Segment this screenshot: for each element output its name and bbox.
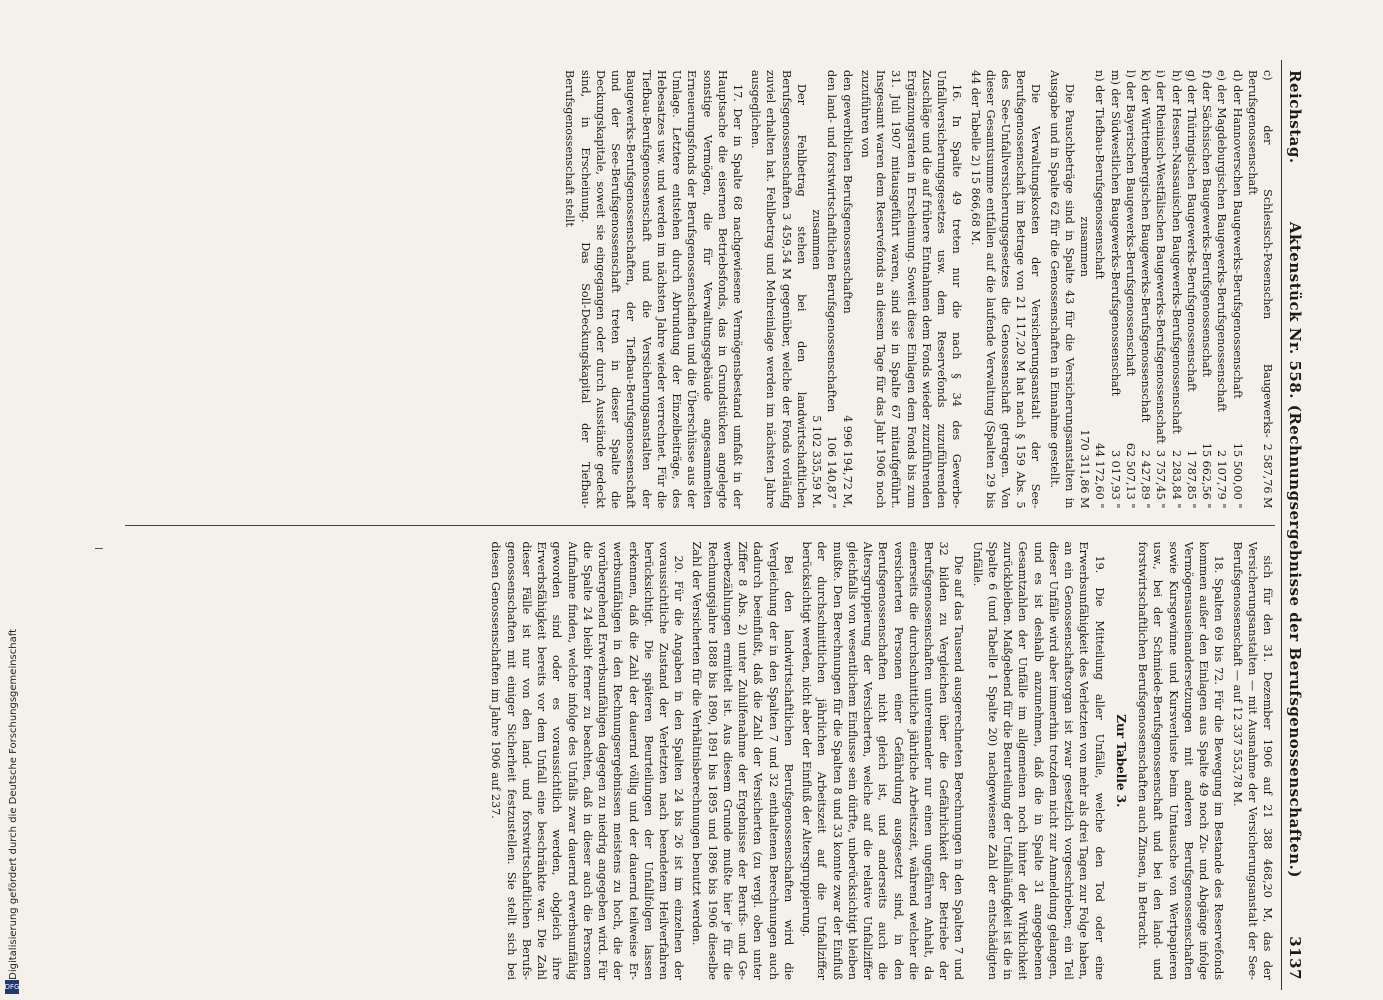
paragraph: Die auf das Tausend ausgerechneten Berechnungen in den Spalten 7 und 32 bilden zu Vergleichen über die Gefährlichkeit der Betriebe der Berufsgenossenschaften untereinander nur einen ungefähren Anhalt, da einerseits die durchschnittliche jährliche Arbeitszeit, während welcher die versicherten Personen einer Gefährdung ausgesetzt sind, in den Berufsgenossenschaften nicht gleich ist, und anderseits auch die Altersgruppierung der Versicherten, welche auf die relative Unfallziffer gleichfalls von wesentlichem Einflusse sein dürfte, unberücksichtigt bleiben mußte. Den Berechnungen für die Spalten 8 und 33 konnte zwar der Einfluß der durchschnittlichen jährlichen Arbeitszeit auf die Unfallziffer berücksichtigt werden, nicht aber der Einfluß der Altersgruppierung. xyxy=(800,541,966,980)
item-value: 1 787,85 " xyxy=(1184,449,1198,509)
page-header xyxy=(1281,60,1310,990)
paragraph: Die Verwaltungskosten der Versicherungsanstalt der See-Berufsgenossenschaft im Betrage von 21 117,20 M hat nach § 159 Abs. 5 des See-Unfallversicherungsgesetzes die Genossenschaft getragen. Von dieser Gesamtsumme entfallen auf die laufende Verwaltung (Spalten 29 bis 44 der Tabelle 2) 15 866,68 M. xyxy=(968,70,1043,509)
item-label: g) der Thüringischen Baugewerks-Berufsgenossenschaft xyxy=(1184,70,1198,392)
item-value: 106 140,87 " xyxy=(825,435,839,509)
dfg-logo: DFG xyxy=(5,980,19,994)
paragraph: 20. Für die Angaben in den Spalten 24 bis 26 ist im einzelnen der voraussichtliche Zustand der Verletzten nach beendetem Heilverfahren berücksichtigt. Die späteren Beurteilungen der Unfallfolgen lassen erkennen, daß die Zahl der dauernd völlig und der dauernd teilweise Erwerbsunfähigen in den Rechnungsergebnissen meistens zu hoch, die der vorübergehend Erwerbsunfähigen dagegen zu niedrig angegeben wird. Für die Spalte 24 bleibt ferner zu beachten, daß in dieser auch die Personen Aufnahme finden, welche infolge des Unfalls zwar dauernd erwerbsunfähig geworden sind oder es voraussichtlich werden, obgleich ihre Erwerbsfähigkeit bereits vor dem Unfall eine beschränkte war. Die Zahl dieser Fälle ist nur von den land- und forstwirtschaftlichen Berufsgenossenschaften mit einiger Sicherheit festzustellen. Sie stellt sich bei diesen Genossenschaften im Jahre 1906 auf 237. xyxy=(489,541,686,980)
total-label: zusammen xyxy=(810,209,824,270)
right-column xyxy=(125,542,1275,981)
paragraph: 19. Die Mitteilung aller Unfälle, welche den Tod oder eine Erwerbsunfähigkeit des Verletzten von mehr als drei Tagen zur Folge haben, an ein Genossenschaftsorgan ist zwar gesetzlich vorgeschrieben; ein Teil dieser Unfälle wird aber immerhin trotzdem nicht zur Anmeldung gelangen, und es ist deshalb anzunehmen, daß die in Spalte 31 angegebenen Gesamtzahlen der Unfälle im allgemeinen noch hinter der Wirklichkeit zurückbleiben. Maßgebend für die Beurteilung der Unfallhäufigkeit ist die in Spalte 6 (und Tabelle 1 Spalte 20) nachgewiesene Zahl der entschädigten Unfälle. xyxy=(970,541,1106,980)
item-value: 15 662,56 " xyxy=(1200,442,1214,509)
list-item xyxy=(1107,70,1122,509)
digitization-note xyxy=(2,0,24,1000)
list-item xyxy=(1245,70,1275,509)
section-heading: Zur Tabelle 3. xyxy=(1113,714,1128,808)
item-label: m) der Südwestlichen Baugewerks-Berufsgenossenschaft xyxy=(1108,70,1122,397)
item-value: 4 996 194,72 M, xyxy=(840,415,854,509)
left-column xyxy=(125,70,1275,509)
item-value: 44 172,60 " xyxy=(1093,442,1107,509)
item-label: k) der Württembergischen Baugewerks-Berufsgenossenschaft xyxy=(1139,70,1153,423)
digitization-note-text: Digitalisierung gefördert durch die Deutsche Forschungsgemeinschaft xyxy=(7,629,19,980)
total-label: zusammen xyxy=(1078,216,1092,277)
list-item xyxy=(1123,70,1138,509)
item-value: 2 107,79 " xyxy=(1215,449,1229,509)
header-left: Reichstag. xyxy=(1286,70,1304,164)
item-label: i) der Rheinisch-Westfälischen Baugewerks-Berufsgenossenschaft xyxy=(1154,70,1168,444)
header-center: Aktenstück Nr. 558. (Rechnungsergebnisse der Berufsgenossenschaften.) xyxy=(1286,221,1304,878)
reserve-fund-list xyxy=(824,70,854,509)
item-label: f) der Sächsischen Baugewerks-Berufsgenossenschaft xyxy=(1200,70,1214,378)
item-value: 3 757,45 " xyxy=(1154,449,1168,509)
text-columns xyxy=(119,60,1281,990)
list-item xyxy=(1214,70,1229,509)
item-value: 62 507,13 " xyxy=(1123,442,1137,509)
total-value: 5 102 335,59 M. xyxy=(810,415,824,509)
paragraph: Der Fehlbetrag stehen bei den landwirtschaftlichen Berufsgenossenschaften 3 459,54 M gegenüber, welche der Fonds vorläufig zuviel erhalten hat. Fehlbetrag und Mehreinlage werden im nächsten Jahre ausgeglichen. xyxy=(749,70,808,509)
total-row xyxy=(809,70,824,509)
item-label: l) der Bayerischen Baugewerks-Berufsgenossenschaft xyxy=(1123,70,1137,377)
item-value: 15 500,00 " xyxy=(1230,442,1244,509)
list-item xyxy=(1092,70,1107,509)
rotated-page-content xyxy=(100,60,1310,990)
item-label: den gewerblichen Berufsgenossenschaften xyxy=(840,70,854,314)
association-list xyxy=(1092,70,1275,509)
paragraph: sich für den 31. Dezember 1906 auf 21 388 468,20 M, das der Versicherungsanstalten — mit Ausnahme der Versicherungsanstalt der See-Berufsgenossenschaft — auf 12 337 553,78 M. xyxy=(1230,541,1274,980)
item-value: 2 283,84 " xyxy=(1169,449,1183,509)
paragraph: 18. Spalten 69 bis 72. Für die Bewegung im Bestande des Reservefonds kommen außer den Einlagen aus Spalte 49 noch Zu- und Abgänge infolge Vermögensauseinandersetzungen mit anderen Berufsgenossenschaften sowie Kursgewinne und Kursverluste beim Umtausche von Wertpapieren usw., bei der Schmiede-Berufsgenossenschaft und bei den land- und forstwirtschaftlichen Berufsgenossenschaften auch Zinsen, in Betracht. xyxy=(1136,541,1226,980)
page-number: 3137 xyxy=(1286,936,1304,980)
total-row xyxy=(1077,70,1092,509)
item-value: 2 427,89 " xyxy=(1139,449,1153,509)
item-label: d) der Hannoverschen Baugewerks-Berufsgenossenschaft xyxy=(1230,70,1244,399)
list-item xyxy=(1229,70,1244,509)
paragraph: 16. In Spalte 49 treten nur die nach § 34 des Gewerbe-Unfallversicherungsgesetzes usw. dem Reservefonds zuzuführenden Zuschläge und die auf frühere Entnahmen dem Fonds wieder zuzuführenden Ergänzungsraten in Erscheinung. Soweit diese Einlagen dem Fonds bis zum 31. Juli 1907 mitausgeführt waren, sind sie in Spalte 67 mitaufgeführt. Insgesamt waren dem Reservefonds an diesem Tage für das Jahr 1906 noch zuzuführen von xyxy=(858,70,964,509)
item-label: c) der Schlesisch-Posenschen Baugewerks-Berufsgenossenschaft xyxy=(1245,70,1274,438)
scanned-page xyxy=(100,60,1310,990)
paragraph: Bei den landwirtschaftlichen Berufsgenossenschaften wird die Vergleichung der in den Spalten 7 und 32 enthaltenen Berechnungen auch dadurch beeinflußt, daß die Zahl der Versicherten (zu vergl. oben unter Ziffer 8 Abs. 2) unter Zuhilfenahme der Ergebnisse der Berufs- und Gewerbezählungen ermittelt ist. Aus diesem Grunde mußte hier je für die Rechnungsjahre 1888 bis 1890, 1891 bis 1895 und 1896 bis 1906 dieselbe Zahl der Versicherten für die Verhältnisberechnungen benutzt werden. xyxy=(690,541,795,980)
list-item xyxy=(1168,70,1183,509)
list-item xyxy=(1153,70,1168,509)
item-value: 2 587,76 M xyxy=(1261,443,1274,509)
list-item xyxy=(824,70,839,509)
paragraph: 17. Der in Spalte 68 nachgewiesene Vermögensbestand umfaßt in der Hauptsache die eisernen Betriebsfonds, das in Grundstücken angelegte sonstige Vermögen, die für Verwaltungsgebäude angesammelten Erneuerungsfonds der Berufsgenossenschaften und die Überschüsse aus der Umlage. Letztere entstehen durch Abrundung der Einzelbeiträge, des Hebesatzes usw. und werden im nächsten Jahre wieder verrechnet. Für die Tiefbau-Berufsgenossenschaft und die Versicherungsanstalten der Baugewerks-Berufsgenossenschaften, der Tiefbau-Berufsgenossenschaft und der See-Berufsgenossenschaft treten in dieser Spalte die Deckungskapitale, soweit sie eingegangen oder durch Ausstände gedeckt sind, in Erscheinung. Das Soll-Deckungskapital der Tiefbau-Berufsgenossenschaft stellt xyxy=(563,70,745,509)
paragraph: Die Pauschbeträge sind in Spalte 43 für die Versicherungsanstalten in Ausgabe und in Spalte 62 für die Genossenschaften in Einnahme gestellt. xyxy=(1047,70,1076,509)
item-value: 3 017,93 " xyxy=(1108,449,1122,509)
total-value: 170 311,86 M xyxy=(1078,429,1092,509)
list-item xyxy=(1184,70,1199,509)
item-label: h) der Hessen-Nassauischen Baugewerks-Berufsgenossenschaft xyxy=(1169,70,1183,434)
column-divider xyxy=(125,525,1275,526)
list-item xyxy=(839,70,854,509)
list-item xyxy=(1138,70,1153,509)
item-label: e) der Magdeburgischen Baugewerks-Berufsgenossenschaft xyxy=(1215,70,1229,412)
item-label: n) der Tiefbau-Berufsgenossenschaft xyxy=(1093,70,1107,280)
item-label: den land- und forstwirtschaftlichen Berufsgenossenschaften xyxy=(825,70,839,413)
list-item xyxy=(1199,70,1214,509)
